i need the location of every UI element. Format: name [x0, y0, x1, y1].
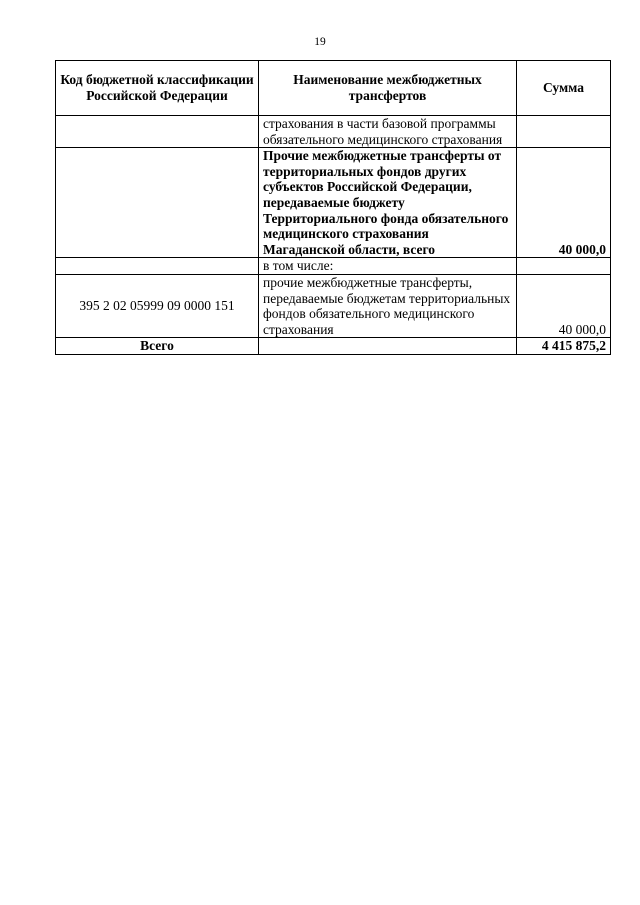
row-sum [517, 258, 611, 275]
row-code [56, 148, 259, 258]
table-row [56, 258, 611, 275]
budget-table [55, 60, 611, 355]
row-name: прочие межбюджетные трансферты, передаваемые бюджетам территориальных фондов обязательного медицинского страхования [259, 274, 517, 337]
row-sum: 40 000,0 [517, 148, 611, 258]
header-code: Код бюджетной классификации Российской Федерации [56, 61, 259, 116]
table-total-row [56, 338, 611, 355]
table-row [56, 116, 611, 148]
total-label: Всего [56, 338, 259, 355]
row-code [56, 258, 259, 275]
header-name: Наименование межбюджетных трансфертов [259, 61, 517, 116]
row-name: страхования в части базовой программы обязательного медицинского страхования [259, 116, 517, 148]
total-sum: 4 415 875,2 [517, 338, 611, 355]
row-name: Прочие межбюджетные трансферты от территориальных фондов других субъектов Российской Федерации, передаваемые бюджету Территориального фонда обязательного медицинского страхования Магаданской области, всего [259, 148, 517, 258]
row-code: 395 2 02 05999 09 0000 151 [56, 274, 259, 337]
table-row [56, 148, 611, 258]
row-name: в том числе: [259, 258, 517, 275]
page-number: 19 [314, 36, 326, 48]
row-sum: 40 000,0 [517, 274, 611, 337]
total-name [259, 338, 517, 355]
table-row [56, 274, 611, 337]
header-sum: Сумма [517, 61, 611, 116]
row-sum [517, 116, 611, 148]
row-code [56, 116, 259, 148]
table-header-row [56, 61, 611, 116]
